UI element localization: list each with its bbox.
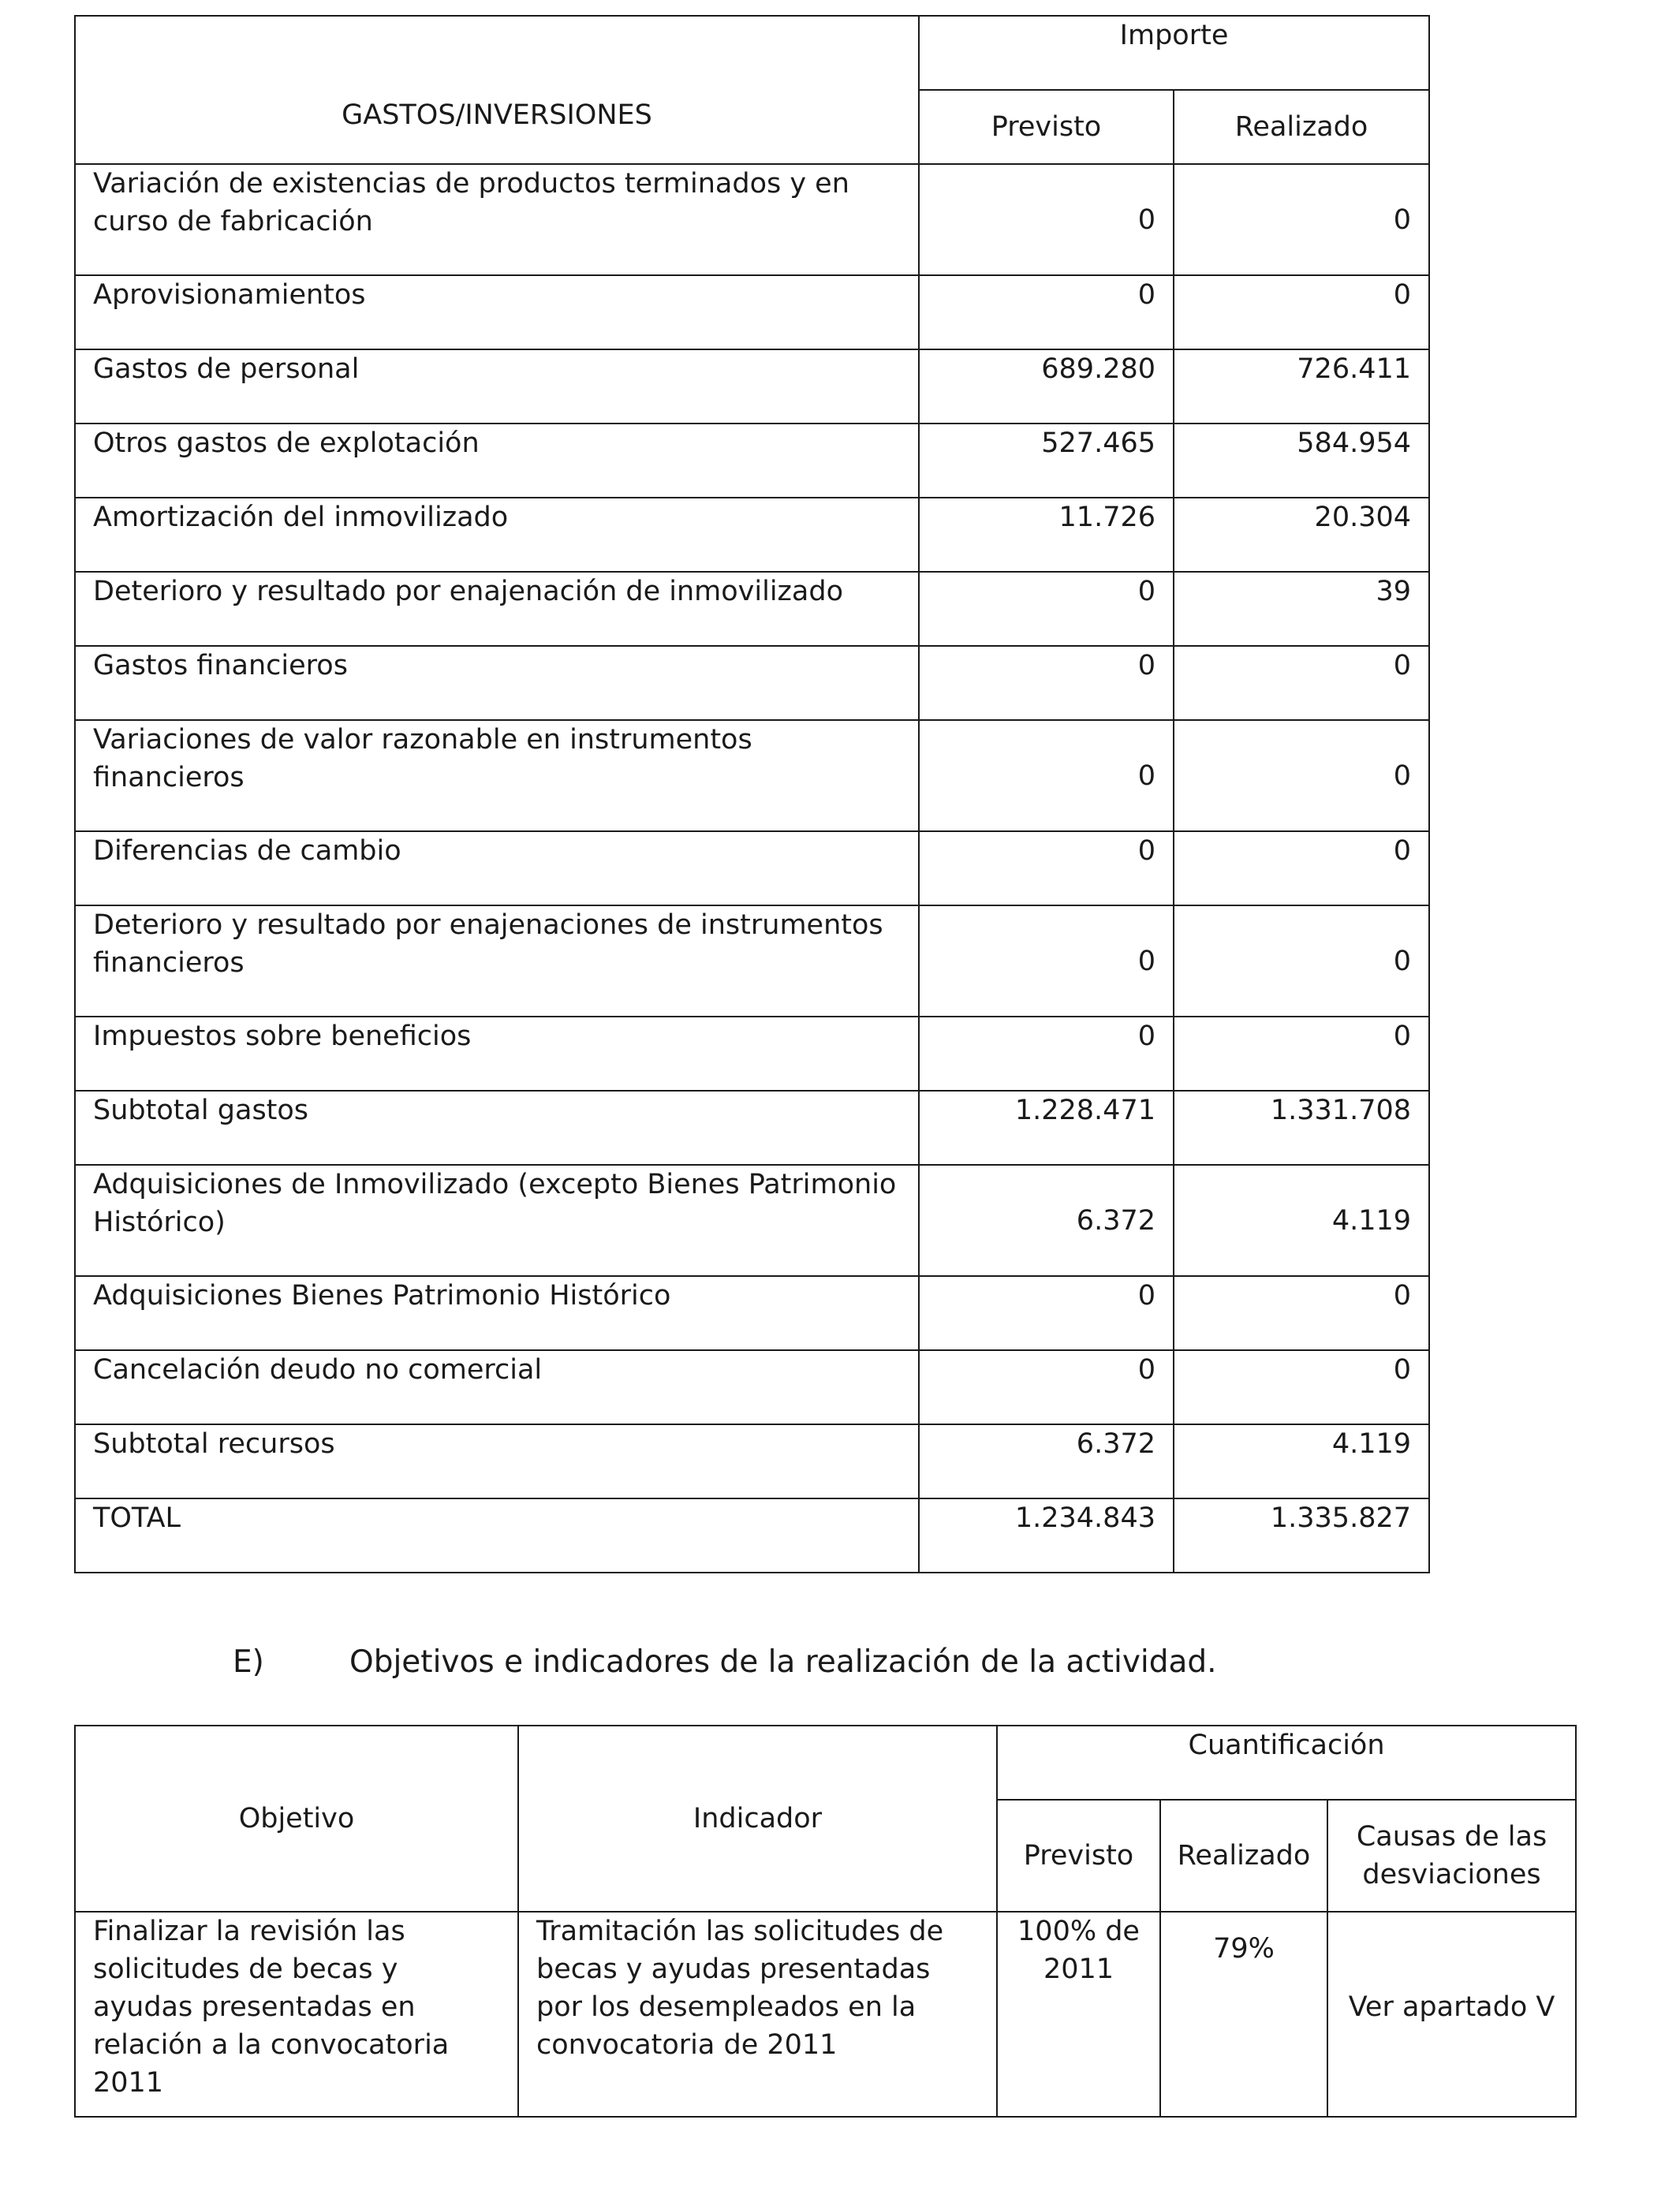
previsto-cell: 0 <box>919 905 1174 1017</box>
realizado-cell: 726.411 <box>1174 349 1429 424</box>
cuantificacion-header: Cuantificación <box>997 1726 1576 1800</box>
previsto-cell: 0 <box>919 572 1174 646</box>
concept-cell: Deterioro y resultado por enajenación de inmovilizado <box>75 572 919 646</box>
table-row <box>75 164 1429 275</box>
realizado-cell: 584.954 <box>1174 424 1429 498</box>
concept-cell: Variaciones de valor razonable en instrumentos financieros <box>75 720 919 831</box>
realizado-header: Realizado <box>1174 90 1429 164</box>
concept-cell: Variación de existencias de productos terminados y en curso de fabricación <box>75 164 919 275</box>
concept-cell: Cancelación deudo no comercial <box>75 1350 919 1424</box>
realizado-cell: 0 <box>1174 1017 1429 1091</box>
section-title: Objetivos e indicadores de la realización de la actividad. <box>349 1644 1217 1680</box>
table-row <box>75 1276 1429 1350</box>
realizado-cell: 0 <box>1174 1276 1429 1350</box>
concept-cell: Impuestos sobre beneficios <box>75 1017 919 1091</box>
realizado-cell: 0 <box>1174 1350 1429 1424</box>
importe-header: Importe <box>919 16 1429 90</box>
table-row <box>75 498 1429 572</box>
previsto-cell: 6.372 <box>919 1424 1174 1498</box>
concept-cell: Subtotal gastos <box>75 1091 919 1165</box>
realizado-cell: 0 <box>1174 164 1429 275</box>
realizado-cell: 79% <box>1160 1912 1327 2117</box>
previsto-cell: 689.280 <box>919 349 1174 424</box>
table-row <box>75 349 1429 424</box>
concept-cell: Adquisiciones de Inmovilizado (excepto Bienes Patrimonio Histórico) <box>75 1165 919 1276</box>
realizado-cell: 4.119 <box>1174 1165 1429 1276</box>
previsto-cell: 0 <box>919 646 1174 720</box>
table-row <box>75 905 1429 1017</box>
table-row <box>75 720 1429 831</box>
concept-cell: Aprovisionamientos <box>75 275 919 349</box>
gastos-inversiones-table <box>74 15 1430 1573</box>
subtotal-recursos-row <box>75 1424 1429 1498</box>
previsto-cell: 1.228.471 <box>919 1091 1174 1165</box>
table-row <box>75 572 1429 646</box>
concept-cell: Subtotal recursos <box>75 1424 919 1498</box>
previsto-cell: 11.726 <box>919 498 1174 572</box>
realizado-cell: 1.331.708 <box>1174 1091 1429 1165</box>
subtotal-gastos-row <box>75 1091 1429 1165</box>
table-row <box>75 646 1429 720</box>
objetivo-cell: Finalizar la revisión las solicitudes de becas y ayudas presentadas en relación a la convocatoria 2011 <box>75 1912 518 2117</box>
table-row <box>75 1165 1429 1276</box>
indicador-cell: Tramitación las solicitudes de becas y ayudas presentadas por los desempleados en la convocatoria de 2011 <box>518 1912 997 2117</box>
table-row <box>75 1912 1576 2117</box>
section-letter: E) <box>233 1644 264 1680</box>
table-row <box>75 275 1429 349</box>
table-row <box>75 831 1429 905</box>
realizado-cell: 0 <box>1174 275 1429 349</box>
concept-cell: Gastos de personal <box>75 349 919 424</box>
realizado-cell: 1.335.827 <box>1174 1498 1429 1573</box>
previsto-cell: 0 <box>919 1017 1174 1091</box>
previsto-cell: 527.465 <box>919 424 1174 498</box>
concept-cell: Amortización del inmovilizado <box>75 498 919 572</box>
previsto-cell: 100% de 2011 <box>997 1912 1160 2117</box>
concept-cell: Deterioro y resultado por enajenaciones de instrumentos financieros <box>75 905 919 1017</box>
previsto-cell: 0 <box>919 831 1174 905</box>
gastos-inversiones-header: GASTOS/INVERSIONES <box>75 16 919 164</box>
previsto-cell: 0 <box>919 720 1174 831</box>
total-row <box>75 1498 1429 1573</box>
realizado-cell: 0 <box>1174 646 1429 720</box>
objetivo-header: Objetivo <box>75 1726 518 1912</box>
previsto-cell: 0 <box>919 1350 1174 1424</box>
table-row <box>75 1017 1429 1091</box>
realizado-cell: 0 <box>1174 905 1429 1017</box>
previsto-cell: 0 <box>919 1276 1174 1350</box>
previsto-cell: 1.234.843 <box>919 1498 1174 1573</box>
previsto-cell: 0 <box>919 164 1174 275</box>
causas-header: Causas de las desviaciones <box>1327 1800 1576 1912</box>
previsto-header: Previsto <box>919 90 1174 164</box>
concept-cell: Otros gastos de explotación <box>75 424 919 498</box>
concept-cell: Gastos financieros <box>75 646 919 720</box>
previsto-header: Previsto <box>997 1800 1160 1912</box>
realizado-cell: 20.304 <box>1174 498 1429 572</box>
previsto-cell: 6.372 <box>919 1165 1174 1276</box>
realizado-cell: 4.119 <box>1174 1424 1429 1498</box>
table-row <box>75 424 1429 498</box>
causas-cell: Ver apartado V <box>1327 1912 1576 2117</box>
indicador-header: Indicador <box>518 1726 997 1912</box>
concept-cell: Adquisiciones Bienes Patrimonio Histórico <box>75 1276 919 1350</box>
section-heading <box>233 1643 1217 1682</box>
realizado-cell: 0 <box>1174 720 1429 831</box>
realizado-header: Realizado <box>1160 1800 1327 1912</box>
concept-cell: Diferencias de cambio <box>75 831 919 905</box>
realizado-cell: 0 <box>1174 831 1429 905</box>
previsto-cell: 0 <box>919 275 1174 349</box>
concept-cell: TOTAL <box>75 1498 919 1573</box>
realizado-cell: 39 <box>1174 572 1429 646</box>
table-row <box>75 1350 1429 1424</box>
objetivos-indicadores-table <box>74 1725 1577 2118</box>
